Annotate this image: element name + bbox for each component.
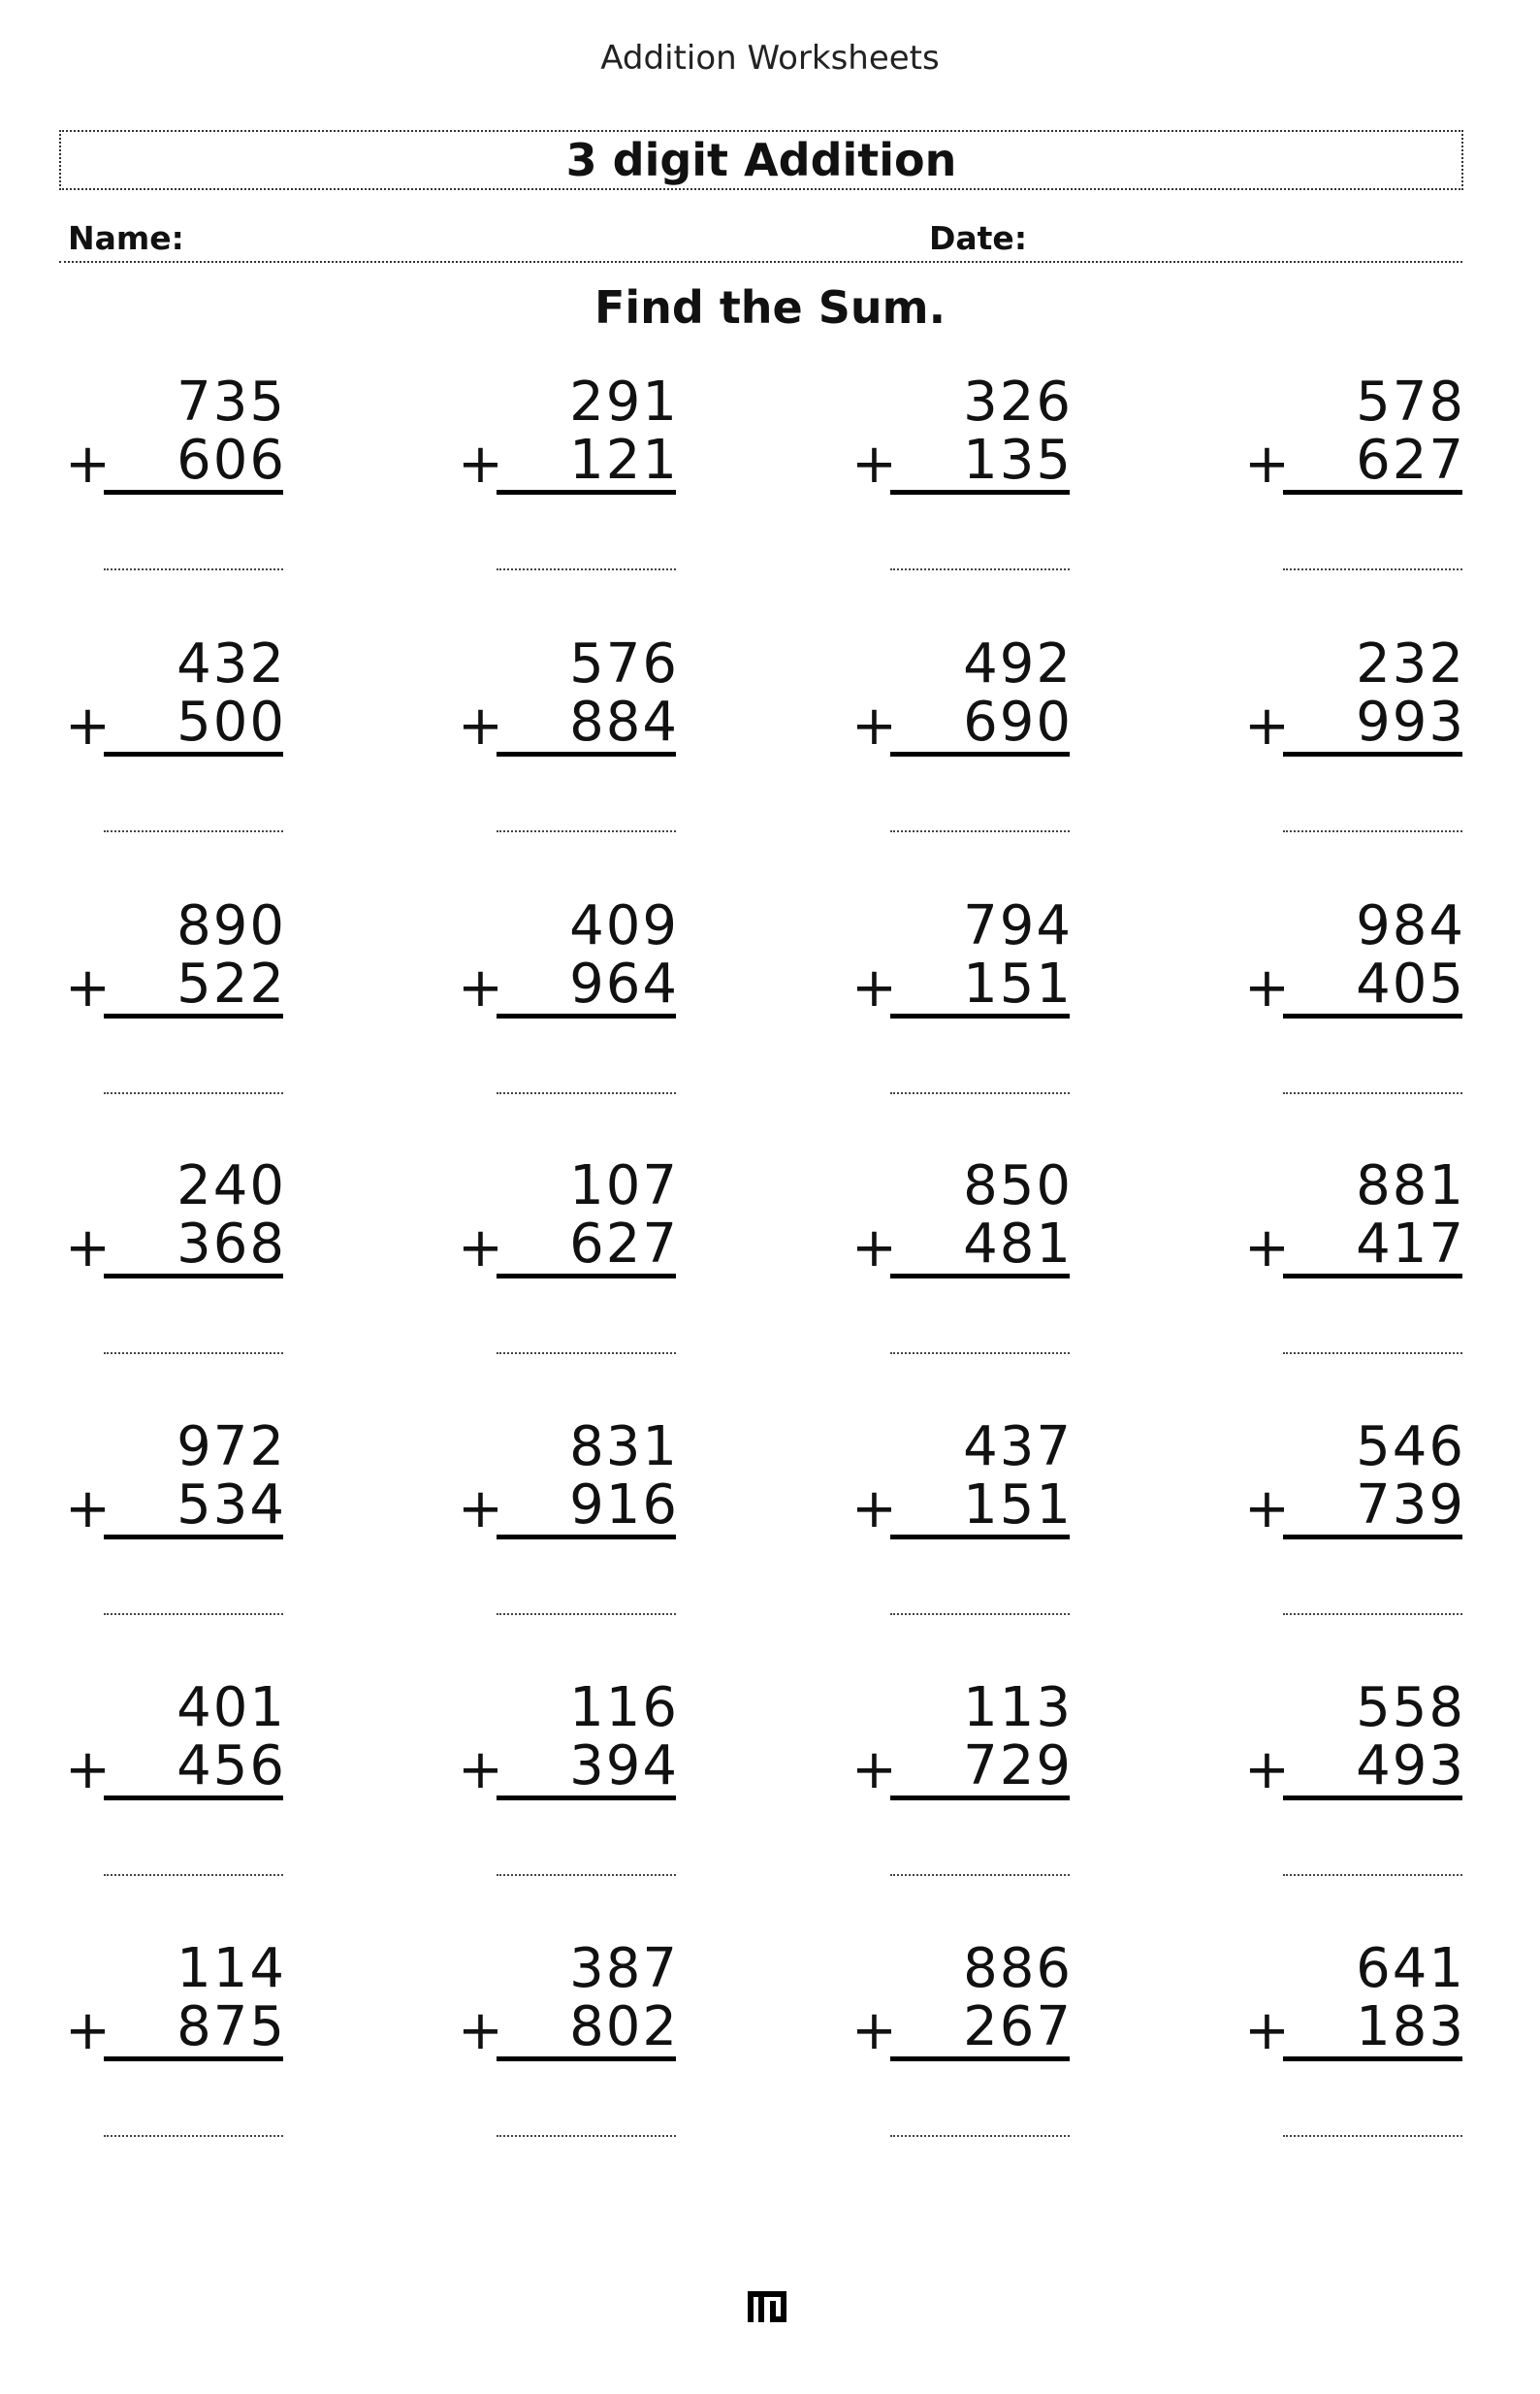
plus-sign: +: [851, 695, 897, 758]
sum-line: [497, 1796, 676, 1800]
sum-line: [497, 1274, 676, 1278]
top-addend: 291: [569, 371, 679, 434]
problem: [458, 634, 690, 848]
page-header: Addition Worksheets: [600, 39, 940, 78]
answer-line[interactable]: [104, 1613, 283, 1615]
plus-sign: +: [458, 1477, 503, 1540]
plus-sign: +: [65, 433, 111, 496]
sum-line: [1283, 2056, 1462, 2061]
answer-line[interactable]: [1283, 568, 1462, 570]
top-addend: 890: [176, 894, 286, 957]
sum-line: [1283, 490, 1462, 495]
bottom-addend: 481: [963, 1213, 1073, 1276]
problem: [851, 1417, 1084, 1631]
answer-line[interactable]: [1283, 2135, 1462, 2137]
problem: [1244, 1939, 1477, 2152]
sum-line: [890, 2056, 1070, 2061]
bottom-addend: 522: [176, 953, 286, 1016]
sum-line: [890, 1274, 1070, 1278]
problem: [458, 1678, 690, 1892]
plus-sign: +: [1244, 695, 1290, 758]
sum-line: [1283, 1014, 1462, 1019]
top-addend: 107: [569, 1154, 679, 1217]
problem: [65, 896, 298, 1110]
sum-line: [890, 1014, 1070, 1019]
top-addend: 116: [569, 1676, 679, 1739]
plus-sign: +: [1244, 1477, 1290, 1540]
bottom-addend: 417: [1356, 1213, 1465, 1276]
top-addend: 576: [569, 632, 679, 696]
plus-sign: +: [458, 695, 503, 758]
date-label: Date:: [929, 219, 1028, 257]
plus-sign: +: [65, 695, 111, 758]
bottom-addend: 627: [1356, 429, 1465, 492]
problem: [458, 1939, 690, 2152]
sum-line: [497, 490, 676, 495]
bottom-addend: 456: [176, 1734, 286, 1797]
bottom-addend: 405: [1356, 953, 1465, 1016]
answer-line[interactable]: [890, 1352, 1070, 1354]
top-addend: 113: [963, 1676, 1073, 1739]
sum-line: [1283, 1274, 1462, 1278]
worksheet-title: 3 digit Addition: [59, 130, 1463, 190]
answer-line[interactable]: [890, 1092, 1070, 1094]
sum-line: [890, 490, 1070, 495]
bottom-addend: 267: [963, 1995, 1073, 2058]
sum-line: [890, 1796, 1070, 1800]
answer-line[interactable]: [1283, 1352, 1462, 1354]
answer-line[interactable]: [497, 830, 676, 832]
answer-line[interactable]: [890, 830, 1070, 832]
answer-line[interactable]: [497, 1613, 676, 1615]
bottom-addend: 729: [963, 1734, 1073, 1797]
bottom-addend: 875: [176, 1995, 286, 2058]
plus-sign: +: [851, 433, 897, 496]
problem: [851, 372, 1084, 586]
bottom-addend: 151: [963, 953, 1073, 1016]
plus-sign: +: [1244, 956, 1290, 1019]
top-addend: 558: [1356, 1676, 1465, 1739]
plus-sign: +: [1244, 433, 1290, 496]
problem: [1244, 1156, 1477, 1370]
bottom-addend: 884: [569, 691, 679, 754]
top-addend: 578: [1356, 371, 1465, 434]
sum-line: [497, 1535, 676, 1539]
problem: [1244, 896, 1477, 1110]
answer-line[interactable]: [497, 1874, 676, 1876]
bottom-addend: 500: [176, 691, 286, 754]
sum-line: [104, 1796, 283, 1800]
bottom-addend: 135: [963, 429, 1073, 492]
top-addend: 972: [176, 1415, 286, 1478]
sum-line: [1283, 1796, 1462, 1800]
bottom-addend: 394: [569, 1734, 679, 1797]
answer-line[interactable]: [104, 2135, 283, 2137]
bottom-addend: 802: [569, 1995, 679, 2058]
sum-line: [104, 2056, 283, 2061]
plus-sign: +: [851, 1738, 897, 1801]
top-addend: 881: [1356, 1154, 1465, 1217]
sum-line: [104, 1535, 283, 1539]
sum-line: [497, 752, 676, 757]
problem: [851, 634, 1084, 848]
name-date-line: [59, 261, 1462, 263]
sum-line: [104, 1274, 283, 1278]
top-addend: 437: [963, 1415, 1073, 1478]
problem: [458, 896, 690, 1110]
sum-line: [104, 752, 283, 757]
problem: [65, 634, 298, 848]
problem: [1244, 372, 1477, 586]
top-addend: 735: [176, 371, 286, 434]
plus-sign: +: [458, 956, 503, 1019]
sum-line: [104, 490, 283, 495]
answer-line[interactable]: [1283, 1874, 1462, 1876]
top-addend: 641: [1356, 1937, 1465, 2000]
answer-line[interactable]: [497, 568, 676, 570]
problem: [458, 1417, 690, 1631]
top-addend: 387: [569, 1937, 679, 2000]
answer-line[interactable]: [1283, 1613, 1462, 1615]
top-addend: 794: [963, 894, 1073, 957]
plus-sign: +: [65, 1999, 111, 2062]
top-addend: 232: [1356, 632, 1465, 696]
bottom-addend: 916: [569, 1473, 679, 1537]
bottom-addend: 534: [176, 1473, 286, 1537]
top-addend: 432: [176, 632, 286, 696]
top-addend: 492: [963, 632, 1073, 696]
bottom-addend: 121: [569, 429, 679, 492]
problem: [851, 1156, 1084, 1370]
top-addend: 831: [569, 1415, 679, 1478]
plus-sign: +: [1244, 1738, 1290, 1801]
problem: [1244, 1678, 1477, 1892]
sum-line: [1283, 752, 1462, 757]
answer-line[interactable]: [890, 568, 1070, 570]
answer-line[interactable]: [104, 830, 283, 832]
problem: [65, 1939, 298, 2152]
problem: [458, 372, 690, 586]
brand-logo-icon: [748, 2289, 786, 2322]
problem: [458, 1156, 690, 1370]
sum-line: [890, 1535, 1070, 1539]
plus-sign: +: [65, 956, 111, 1019]
bottom-addend: 690: [963, 691, 1073, 754]
plus-sign: +: [458, 1216, 503, 1279]
bottom-addend: 627: [569, 1213, 679, 1276]
answer-line[interactable]: [497, 1092, 676, 1094]
top-addend: 326: [963, 371, 1073, 434]
top-addend: 114: [176, 1937, 286, 2000]
problem: [65, 1678, 298, 1892]
problem: [65, 1417, 298, 1631]
plus-sign: +: [851, 956, 897, 1019]
top-addend: 850: [963, 1154, 1073, 1217]
answer-line[interactable]: [1283, 830, 1462, 832]
answer-line[interactable]: [497, 2135, 676, 2137]
answer-line[interactable]: [104, 1874, 283, 1876]
top-addend: 886: [963, 1937, 1073, 2000]
bottom-addend: 151: [963, 1473, 1073, 1537]
instructions: Find the Sum.: [594, 281, 946, 334]
top-addend: 401: [176, 1676, 286, 1739]
sum-line: [497, 2056, 676, 2061]
plus-sign: +: [65, 1738, 111, 1801]
top-addend: 409: [569, 894, 679, 957]
bottom-addend: 964: [569, 953, 679, 1016]
problem: [1244, 1417, 1477, 1631]
top-addend: 546: [1356, 1415, 1465, 1478]
plus-sign: +: [458, 433, 503, 496]
answer-line[interactable]: [890, 1874, 1070, 1876]
bottom-addend: 493: [1356, 1734, 1465, 1797]
plus-sign: +: [1244, 1999, 1290, 2062]
bottom-addend: 368: [176, 1213, 286, 1276]
answer-line[interactable]: [104, 568, 283, 570]
plus-sign: +: [851, 1999, 897, 2062]
plus-sign: +: [851, 1477, 897, 1540]
plus-sign: +: [1244, 1216, 1290, 1279]
top-addend: 240: [176, 1154, 286, 1217]
plus-sign: +: [851, 1216, 897, 1279]
problem: [851, 896, 1084, 1110]
answer-line[interactable]: [497, 1352, 676, 1354]
answer-line[interactable]: [1283, 1092, 1462, 1094]
name-label: Name:: [68, 219, 184, 257]
problem: [65, 372, 298, 586]
sum-line: [104, 1014, 283, 1019]
answer-line[interactable]: [104, 1092, 283, 1094]
bottom-addend: 183: [1356, 1995, 1465, 2058]
problem: [1244, 634, 1477, 848]
bottom-addend: 739: [1356, 1473, 1465, 1537]
answer-line[interactable]: [890, 1613, 1070, 1615]
top-addend: 984: [1356, 894, 1465, 957]
answer-line[interactable]: [890, 2135, 1070, 2137]
sum-line: [890, 752, 1070, 757]
answer-line[interactable]: [104, 1352, 283, 1354]
problem: [65, 1156, 298, 1370]
bottom-addend: 606: [176, 429, 286, 492]
plus-sign: +: [458, 1738, 503, 1801]
plus-sign: +: [458, 1999, 503, 2062]
sum-line: [1283, 1535, 1462, 1539]
problem: [851, 1678, 1084, 1892]
bottom-addend: 993: [1356, 691, 1465, 754]
problem: [851, 1939, 1084, 2152]
plus-sign: +: [65, 1477, 111, 1540]
plus-sign: +: [65, 1216, 111, 1279]
sum-line: [497, 1014, 676, 1019]
